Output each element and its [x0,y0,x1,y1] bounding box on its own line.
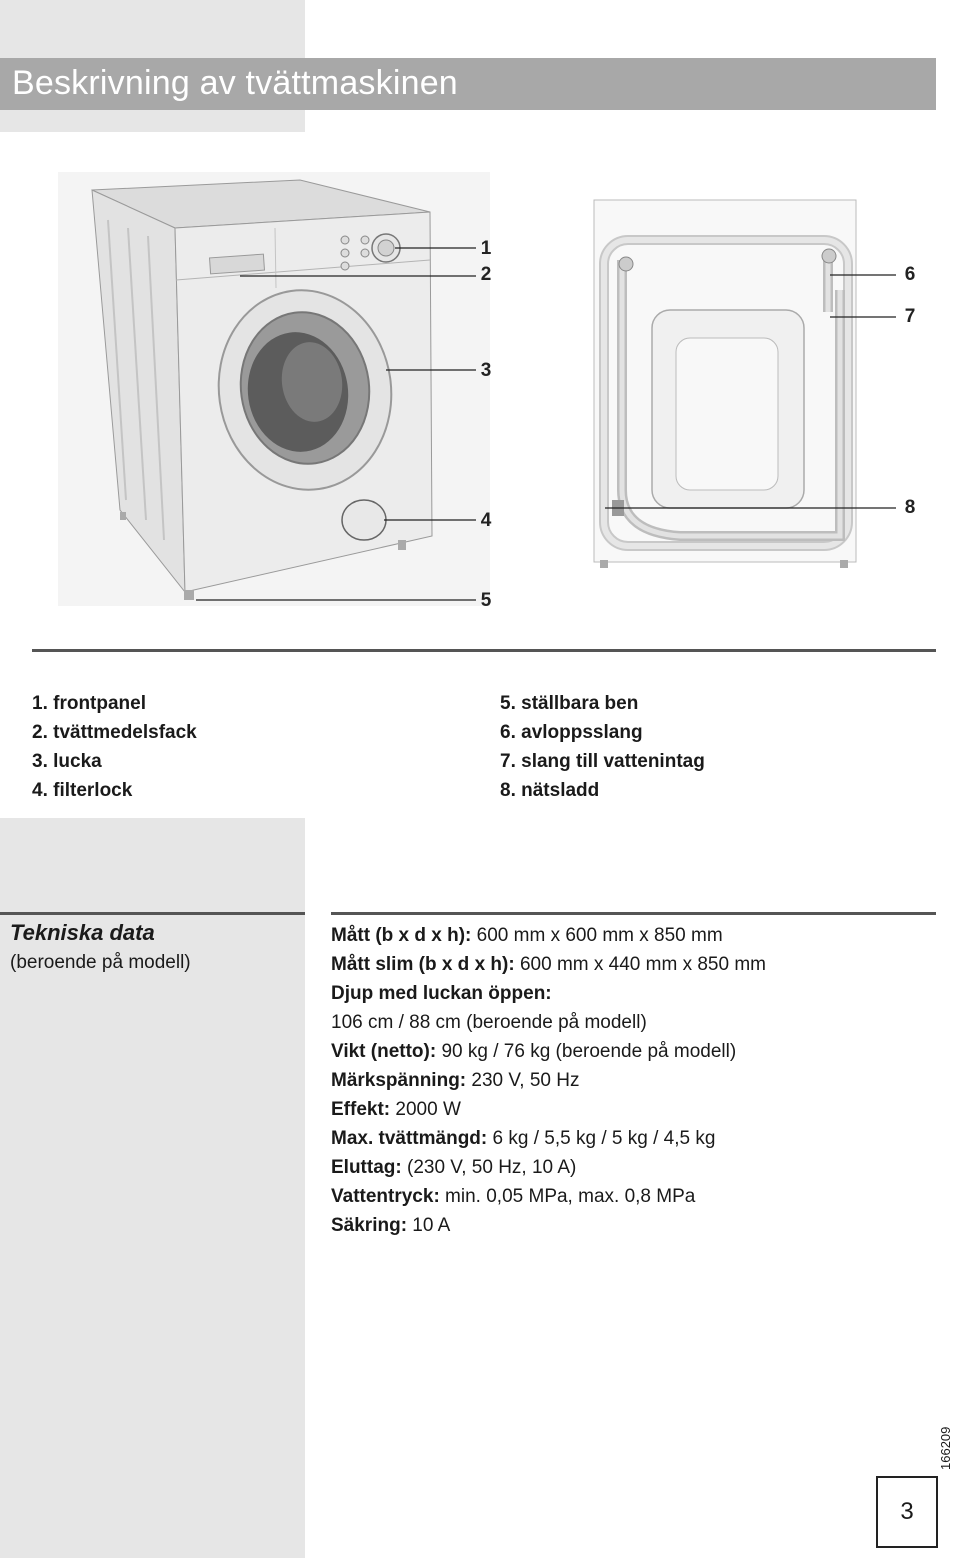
callout-2: 2 [480,264,492,285]
spec-label: Max. tvättmängd: [331,1128,488,1149]
spec-value: 106 cm / 88 cm (beroende på modell) [331,1012,647,1033]
tech-rule-right [331,912,936,915]
spec-row [331,1211,766,1240]
spec-label: Mått (b x d x h): [331,925,472,946]
callout-5: 5 [480,590,492,611]
spec-row [331,1066,766,1095]
document-id: 166209 [938,1426,953,1470]
callout-3: 3 [480,360,492,381]
page-number: 3 [876,1476,938,1548]
part-item: 3. lucka [32,751,102,772]
rear-view-machine [594,200,856,568]
callout-1: 1 [480,238,492,259]
spec-value: min. 0,05 MPa, max. 0,8 MPa [439,1186,696,1207]
part-item: 6. avloppsslang [500,722,643,743]
title-bar [0,58,936,110]
divider-parts [32,649,936,652]
spec-value: 2000 W [390,1099,461,1120]
tech-subtitle: (beroende på modell) [10,952,191,973]
parts-list-left [32,689,197,805]
part-item: 5. ställbara ben [500,693,639,714]
part-item: 7. slang till vattenintag [500,751,705,772]
tech-title: Tekniska data [10,920,155,945]
spec-row [331,950,766,979]
spec-label: Mått slim (b x d x h): [331,954,515,975]
spec-label: Eluttag: [331,1157,402,1178]
spec-value: 600 mm x 440 mm x 850 mm [514,954,766,975]
spec-list [331,921,766,1240]
tech-rule-left [0,912,305,915]
spec-value: 10 A [407,1215,451,1236]
part-item: 2. tvättmedelsfack [32,722,197,743]
front-view-machine [58,172,490,606]
callout-8: 8 [904,497,916,518]
spec-value: 6 kg / 5,5 kg / 5 kg / 4,5 kg [487,1128,716,1149]
spec-row [331,1037,766,1066]
page-title: Beskrivning av tvättmaskinen [12,64,458,102]
machine-illustration [0,160,960,630]
part-item: 1. frontpanel [32,693,147,714]
spec-value: 600 mm x 600 mm x 850 mm [471,925,723,946]
spec-value: 90 kg / 76 kg (beroende på modell) [436,1041,737,1062]
spec-label: Vikt (netto): [331,1041,437,1062]
spec-label: Märkspänning: [331,1070,467,1091]
spec-row [331,1153,766,1182]
spec-label: Vattentryck: [331,1186,440,1207]
spec-label: Säkring: [331,1215,408,1236]
spec-row [331,1008,766,1037]
spec-row [331,1124,766,1153]
callout-7: 7 [904,306,916,327]
spec-label: Djup med luckan öppen: [331,983,552,1004]
spec-row [331,1182,766,1211]
spec-value: (230 V, 50 Hz, 10 A) [401,1157,577,1178]
spec-value: 230 V, 50 Hz [466,1070,580,1091]
parts-list-right [500,689,705,805]
spec-row [331,1095,766,1124]
spec-row [331,921,766,950]
machine-figure [0,160,960,630]
spec-label: Effekt: [331,1099,391,1120]
spec-row [331,979,766,1008]
callout-6: 6 [904,264,916,285]
callout-4: 4 [480,510,492,531]
part-item: 8. nätsladd [500,780,600,801]
part-item: 4. filterlock [32,780,133,801]
